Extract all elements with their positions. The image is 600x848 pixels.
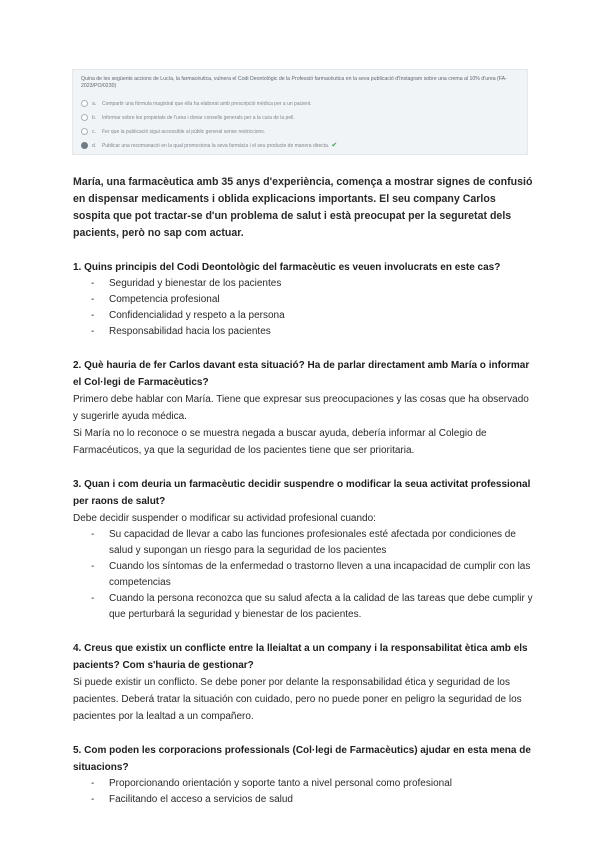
option-letter: c.	[92, 128, 96, 135]
dash-bullet: -	[91, 794, 95, 805]
list-item-text: Cuando los síntomas de la enfermedad o trastorno lleven a una incapacidad de cumplir con las competencias	[109, 561, 531, 588]
answer-paragraph: Si María no lo reconoce o se muestra negada a buscar ayuda, debería informar al Colegio de Farmacéuticos, ya que la seguridad de los pacientes tiene que ser prioritaria.	[73, 428, 487, 456]
dash-bullet: -	[91, 326, 95, 337]
answer-list	[73, 776, 533, 808]
answer-paragraph: Debe decidir suspender o modificar su actividad profesional cuando:	[73, 513, 376, 524]
list-item-text: Competencia profesional	[109, 294, 220, 305]
option-text: Informar sobre les propietats de l'urea i donar consells generals per a la cura de la pell.	[102, 114, 295, 121]
quiz-option[interactable]	[81, 111, 519, 125]
list-item-text: Su capacidad de llevar a cabo las funciones profesionales esté afectada por condiciones de salud y supongan un riesgo para la seguridad de los pacientes	[109, 529, 516, 556]
answer-list	[73, 276, 533, 340]
dash-bullet: -	[91, 294, 95, 305]
question-heading: 3. Quan i com deuria un farmacèutic decidir suspendre o modificar la seua activitat professional per raons de salut?	[73, 479, 531, 507]
radio-button[interactable]	[81, 100, 88, 107]
list-item-text: Responsabilidad hacia los pacientes	[109, 326, 271, 337]
list-item	[73, 292, 533, 308]
question-heading: 5. Com poden les corporacions professionals (Col·legi de Farmacèutics) ajudar en esta mena de situacions?	[73, 745, 531, 773]
answer-paragraph: Si puede existir un conflicto. Se debe poner por delante la responsabilidad ética y seguridad de los pacientes. Deberá tratar la situación con cuidado, pero no puede poner en peligro la seguridad de los pacientes por la lealtad a un compañero.	[73, 677, 522, 722]
list-item	[73, 527, 533, 559]
dash-bullet: -	[91, 561, 95, 572]
list-item-text: Confidencialidad y respeto a la persona	[109, 310, 285, 321]
question-heading: 1. Quins principis del Codi Deontològic del farmacèutic es veuen involucrats en este cas?	[73, 262, 501, 273]
check-icon: ✔	[331, 141, 338, 149]
list-item	[73, 559, 533, 591]
option-text: Fer que la publicació sigui accessible al públic general sense restriccions.	[102, 128, 266, 135]
list-item-text: Proporcionando orientación y soporte tanto a nivel personal como profesional	[109, 778, 452, 789]
option-text: Publicar una recomanació en la qual promociona la seva farmàcia i el seu producte de manera directa.	[102, 142, 330, 149]
question-heading: 4. Creus que existix un conflicte entre la lleialtat a un company i la responsabilitat ètica amb els pacients? Com s'hauria de gestionar?	[73, 643, 528, 671]
document-body	[73, 174, 533, 825]
dash-bullet: -	[91, 529, 95, 540]
list-item-text: Seguridad y bienestar de los pacientes	[109, 278, 282, 289]
option-letter: b.	[92, 114, 97, 121]
option-letter: d.	[92, 142, 97, 149]
dash-bullet: -	[91, 778, 95, 789]
quiz-screenshot	[72, 69, 528, 155]
radio-button[interactable]	[81, 142, 88, 149]
quiz-option[interactable]	[81, 139, 519, 153]
list-item-text: Cuando la persona reconozca que su salud afecta a la calidad de las tareas que debe cumplir y que perturbará la seguridad y bienestar de los pacientes.	[109, 593, 533, 620]
question-section	[73, 742, 533, 808]
list-item	[73, 324, 533, 340]
quiz-option[interactable]	[81, 97, 519, 111]
quiz-option[interactable]	[81, 125, 519, 139]
list-item	[73, 308, 533, 324]
answer-paragraph: Primero debe hablar con María. Tiene que expresar sus preocupaciones y las cosas que ha observado y sugerirle ayuda médica.	[73, 394, 529, 422]
case-intro: María, una farmacèutica amb 35 anys d'experiència, comença a mostrar signes de confusió en dispensar medicaments i oblida explicacions importants. El seu company Carlos sospita que pot tractar-se d'un problema de salut i està preocupat per la seguretat dels pacients, però no sap com actuar.	[73, 176, 533, 239]
list-item-text: Facilitando el acceso a servicios de salud	[109, 794, 293, 805]
option-letter: a.	[92, 100, 97, 107]
list-item	[73, 792, 533, 808]
question-heading: 2. Què hauria de fer Carlos davant esta situació? Ha de parlar directament amb María o informar el Col·legi de Farmacèutics?	[73, 360, 530, 388]
quiz-options	[81, 97, 519, 153]
question-section	[73, 357, 533, 459]
radio-button[interactable]	[81, 114, 88, 121]
dash-bullet: -	[91, 593, 95, 604]
option-text: Compartir una fórmula magistral que ella ha elaborat amb prescripció mèdica per a un pacient.	[102, 100, 312, 107]
quiz-question: Quina de les següents accions de Lucía, la farmacèutica, vulnera el Codi Deontològic de la Professió farmacèutica en la seva publicació d'Instagram sobre una crema al 10% d'urea (FA-2023/PO/0230)	[81, 76, 507, 90]
dash-bullet: -	[91, 310, 95, 321]
list-item	[73, 276, 533, 292]
list-item	[73, 776, 533, 792]
question-section	[73, 640, 533, 725]
answer-list	[73, 527, 533, 623]
list-item	[73, 591, 533, 623]
question-list	[73, 259, 533, 808]
dash-bullet: -	[91, 278, 95, 289]
question-section	[73, 259, 533, 340]
radio-button[interactable]	[81, 128, 88, 135]
question-section	[73, 476, 533, 623]
